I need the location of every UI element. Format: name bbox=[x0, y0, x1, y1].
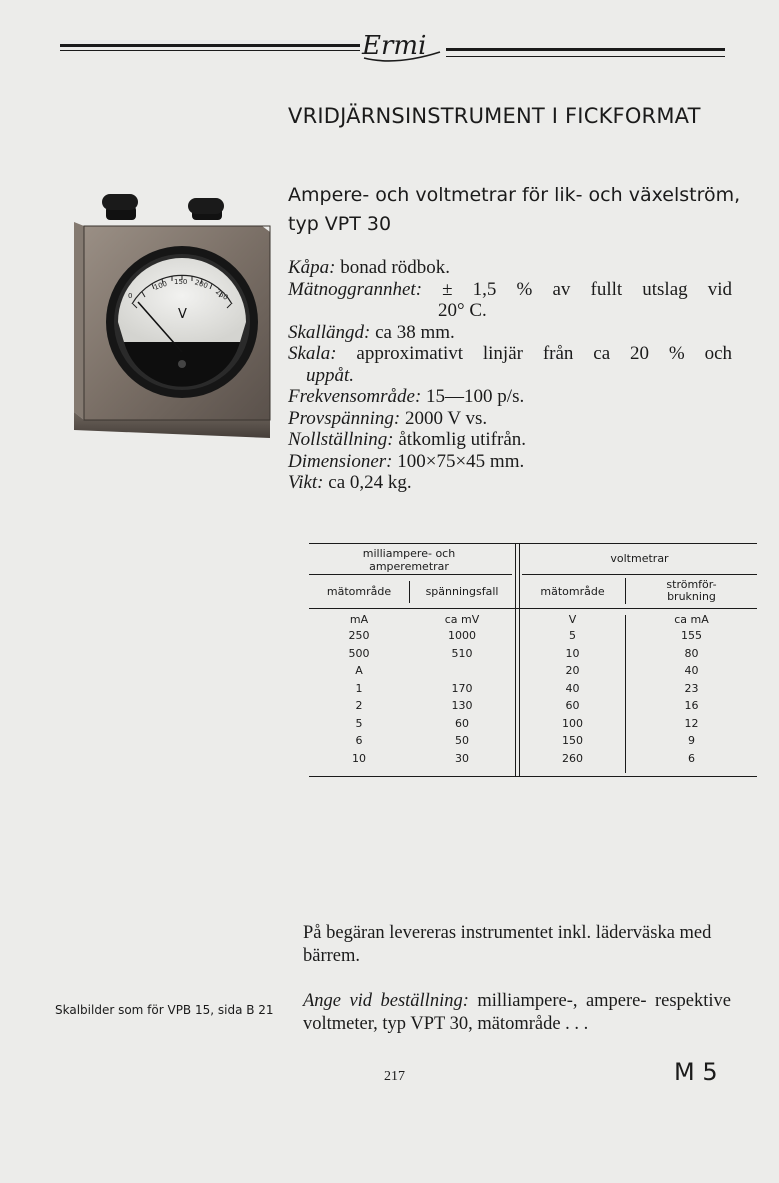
spec-label: Skallängd: bbox=[288, 321, 371, 343]
spec-value: ca 38 mm. bbox=[375, 321, 455, 343]
order-label: Ange vid beställning: bbox=[303, 991, 469, 1011]
table-cell: 2 bbox=[355, 699, 363, 712]
spec-label: Nollställning: bbox=[288, 429, 394, 450]
spec-row bbox=[288, 343, 732, 365]
table-cell: 250 bbox=[348, 629, 370, 642]
table-cell: 510 bbox=[451, 646, 473, 660]
spec-row bbox=[288, 322, 732, 344]
specifications bbox=[288, 257, 732, 494]
table-cell: 40 bbox=[565, 681, 580, 695]
table-cell: 5 bbox=[355, 716, 363, 730]
table-unit: ca mV bbox=[444, 613, 480, 626]
table-cell: 6 bbox=[355, 734, 363, 747]
table-col-header: mätområde bbox=[326, 585, 392, 598]
table-cell bbox=[410, 662, 514, 680]
spec-row bbox=[288, 429, 732, 451]
table-cell: 60 bbox=[455, 716, 469, 730]
table-cell: 170 bbox=[451, 681, 473, 695]
spec-value: 20° C. bbox=[438, 300, 487, 321]
spec-value: uppåt. bbox=[306, 364, 355, 386]
delivery-note: På begäran levereras instrumentet inkl. läderväska med bärrem. bbox=[303, 923, 712, 966]
spec-value: ca 0,24 kg. bbox=[328, 472, 412, 493]
spec-row bbox=[288, 408, 732, 430]
order-note bbox=[303, 990, 731, 1036]
spec-value: 100×75×45 mm. bbox=[397, 450, 525, 472]
spec-row bbox=[288, 279, 732, 301]
side-note: Skalbilder som för VPB 15, sida B 21 bbox=[55, 1003, 274, 1017]
table-column bbox=[410, 627, 514, 767]
table-unit: mA bbox=[349, 613, 369, 626]
page-title: VRIDJÄRNSINSTRUMENT I FICKFORMAT bbox=[288, 104, 701, 128]
spec-value: 15—100 p/s. bbox=[426, 386, 525, 407]
spec-value: approximativt linjär från ca 20 % och bbox=[356, 343, 733, 364]
instrument-photo bbox=[70, 192, 275, 442]
header-rule-left bbox=[60, 44, 360, 47]
table-cell: 155 bbox=[681, 629, 702, 642]
table-group-header: milliampere- och amperemetrar bbox=[362, 547, 456, 573]
terminal-left-icon bbox=[102, 194, 138, 220]
spec-label: Skala: bbox=[288, 343, 337, 364]
table-column bbox=[520, 627, 625, 767]
table-cell: 1 bbox=[355, 681, 363, 695]
table-cell: 23 bbox=[684, 681, 699, 695]
table-cell: 10 bbox=[352, 751, 366, 765]
spec-row bbox=[288, 386, 732, 408]
table-cell: 6 bbox=[688, 751, 695, 765]
ermi-logo bbox=[356, 22, 446, 68]
dial-number: 200 bbox=[193, 278, 209, 291]
spec-value: ± 1,5 % av fullt utslag vid bbox=[442, 278, 733, 300]
spec-value: bonad rödbok. bbox=[340, 257, 451, 278]
table-cell: 500 bbox=[348, 646, 370, 660]
table-col-header: strömför-brukning bbox=[666, 578, 717, 603]
table-column bbox=[309, 627, 409, 767]
table-cell: 60 bbox=[565, 699, 580, 712]
dial-number: 100 bbox=[152, 279, 169, 292]
table-cell: 100 bbox=[562, 716, 583, 730]
terminal-right-icon bbox=[188, 198, 224, 220]
dial-number: 250 bbox=[213, 287, 230, 302]
table-cell: 30 bbox=[455, 751, 469, 765]
table-cell: 150 bbox=[562, 734, 583, 747]
spec-row bbox=[288, 451, 732, 473]
spec-label: Frekvensområde: bbox=[288, 386, 422, 407]
ermi-logo-text: Ermi bbox=[362, 31, 427, 61]
spec-row bbox=[288, 257, 732, 279]
spec-value: 2000 V vs. bbox=[404, 407, 488, 429]
table-col-header: mätområde bbox=[540, 585, 605, 598]
dial-number: 150 bbox=[174, 278, 188, 286]
table-unit: V bbox=[568, 613, 577, 626]
table-cell: 40 bbox=[684, 664, 699, 677]
table-cell: 12 bbox=[684, 716, 699, 730]
spec-label: Provspänning: bbox=[288, 407, 401, 429]
dial-number: 0 bbox=[128, 292, 133, 300]
table-cell: 9 bbox=[688, 734, 695, 747]
spec-label: Mätnoggrannhet: bbox=[288, 278, 423, 300]
measurement-table bbox=[309, 543, 757, 777]
spec-label: Vikt: bbox=[288, 472, 324, 493]
dial-unit: V bbox=[178, 307, 187, 322]
table-cell: 260 bbox=[562, 751, 583, 765]
table-column bbox=[626, 627, 757, 767]
order-text: milliampere-, ampere- respektive voltmeter, typ VPT 30, mätområde . . . bbox=[303, 991, 731, 1034]
table-cell: 130 bbox=[451, 699, 473, 712]
table-cell: 50 bbox=[455, 734, 469, 747]
table-cell: 1000 bbox=[448, 629, 476, 642]
table-group-header: voltmetrar bbox=[610, 552, 669, 565]
table-cell: 10 bbox=[565, 646, 580, 660]
spec-row bbox=[288, 472, 732, 494]
spec-label: Kåpa: bbox=[288, 257, 336, 278]
table-cell: 80 bbox=[684, 646, 699, 660]
table-cell: 20 bbox=[565, 664, 580, 677]
section-code: M 5 bbox=[674, 1058, 718, 1086]
table-unit: ca mA bbox=[674, 613, 709, 626]
page-subtitle: Ampere- och voltmetrar för lik- och växelström, typ VPT 30 bbox=[288, 184, 741, 235]
spec-row bbox=[288, 365, 732, 387]
table-cell: 5 bbox=[569, 629, 576, 642]
page-number: 217 bbox=[384, 1069, 405, 1084]
spec-row bbox=[288, 300, 732, 322]
table-col-header: spänningsfall bbox=[425, 585, 499, 598]
spec-value: åtkomlig utifrån. bbox=[398, 429, 527, 450]
table-cell: A bbox=[355, 664, 363, 677]
table-cell: 16 bbox=[684, 699, 699, 712]
spec-label: Dimensioner: bbox=[288, 450, 393, 472]
header-rule-right-thin bbox=[446, 56, 725, 57]
header-rule-right bbox=[446, 48, 725, 51]
header-rule-left-thin bbox=[60, 50, 360, 51]
